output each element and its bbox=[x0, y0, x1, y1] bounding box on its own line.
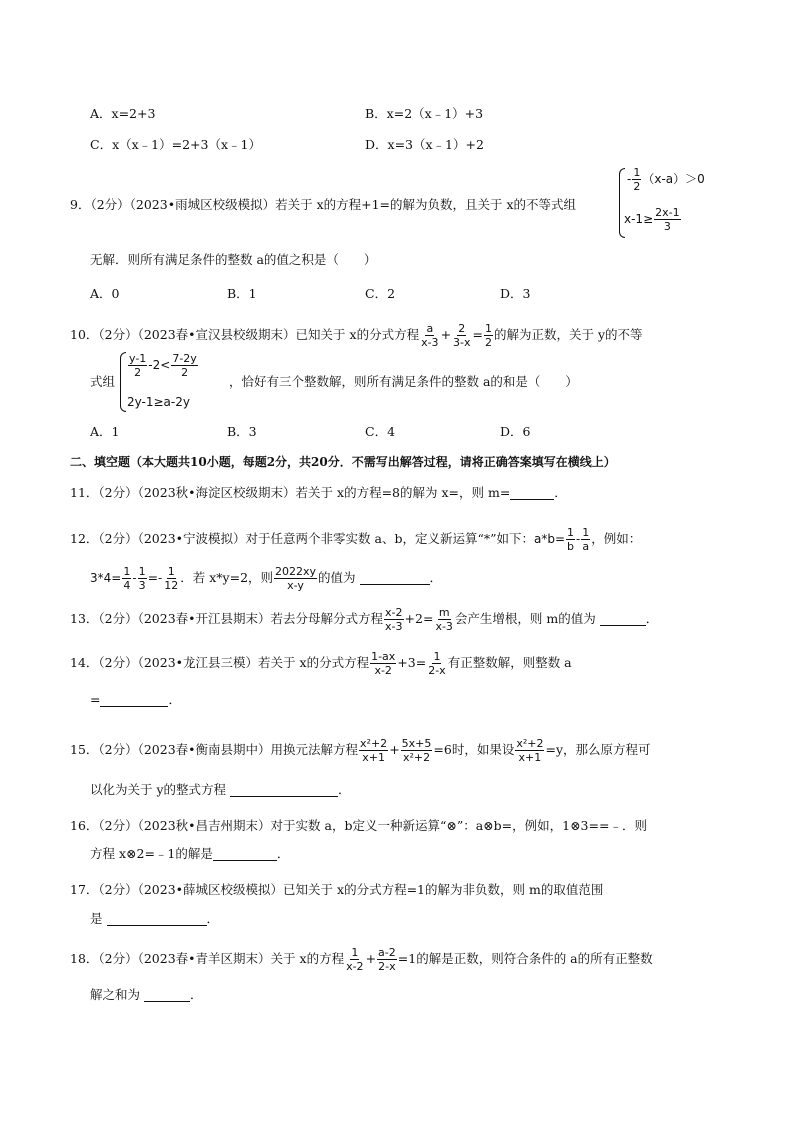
q13-answer-blank[interactable] bbox=[600, 612, 646, 626]
q15: 15．（2分）（2023春•衡南县期中）用换元法解方程 $\frac{\text{x²+2}}{x+1}$ + $\frac{5x+5}{\text{x²+2}}$ =6时，如果设 $\frac{\text{x²+2}}{x+1}$ =y，那么原方程可 bbox=[70, 737, 651, 764]
section-2-heading: 二、填空题（本大题共10小题，每题2分，共20分．不需写出解答过程，请将正确答案填写在横线上） bbox=[70, 455, 616, 469]
q10-stem: 10．（2分）（2023春•宣汉县校级期末）已知关于 x的分式方程 $\frac{a}{x-3}$ + $\frac{2}{3-x}$ = $\frac{1}{2}$ 的解为正数，关于 y的不等 bbox=[70, 322, 643, 349]
q10-inequality-2: 2y-1≥a-2y bbox=[127, 395, 190, 409]
q15-cont: 以化为关于 y的整式方程 ． bbox=[90, 782, 351, 797]
q9-option-b: B．1 bbox=[227, 286, 257, 301]
q18-answer-blank[interactable] bbox=[144, 988, 190, 1002]
q8-option-c: C．x（x﹣1）=2+3（x﹣1） bbox=[90, 137, 261, 152]
q10-option-d: D．6 bbox=[500, 424, 531, 439]
q10-inequality-1: $\frac{y-1}{2}$ -2< $\frac{7-2y}{2}$ bbox=[129, 352, 197, 379]
q18: 18．（2分）（2023春•青羊区期末）关于 x的方程 $\frac{1}{x-2}$ + $\frac{a-2}{2-x}$ =1的解是正数，则符合条件的 a的所有正整数 bbox=[70, 946, 653, 973]
q9-stem: 9．（2分）（2023•雨城区校级模拟）若关于 x的方程+1=的解为负数，且关于 x的不等式组 bbox=[70, 197, 577, 212]
q14-answer-blank[interactable] bbox=[100, 693, 168, 707]
q10-cont-post: ，恰好有三个整数解，则所有满足条件的整数 a的和是（ ） bbox=[229, 374, 578, 389]
q10-cont-pre: 式组 bbox=[90, 374, 116, 389]
q11: 11．（2分）（2023秋•海淀区校级期末）若关于 x的方程=8的解为 x=，则 m= ． bbox=[70, 485, 567, 500]
q16-cont: 方程 x⊗2=﹣1的解是 ． bbox=[90, 846, 290, 861]
q11-answer-blank[interactable] bbox=[510, 486, 554, 500]
q14: 14．（2分）（2023•龙江县三模）若关于 x的分式方程 $\frac{1-ax}{x-2}$ +3= $\frac{1}{2-x}$ 有正整数解，则整数 a bbox=[70, 650, 572, 677]
q10-option-b: B．3 bbox=[227, 424, 257, 439]
q8-option-d: D．x=3（x﹣1）+2 bbox=[365, 137, 484, 152]
q13: 13．（2分）（2023春•开江县期末）若去分母解分式方程 $\frac{x-2}{x-3}$ +2= $\frac{m}{x-3}$ 会产生增根，则 m的值为 ． bbox=[70, 606, 659, 633]
q15-answer-blank[interactable] bbox=[230, 783, 338, 797]
q12-cont: 3*4= $\frac{1}{4}$ - $\frac{1}{3}$ =- $\frac{1}{12}$ ．若 x*y=2，则 $\frac{2022xy}{x-y}$ 的值为 ． bbox=[90, 565, 443, 592]
q17: 17．（2分）（2023•薛城区校级模拟）已知关于 x的分式方程=1的解为非负数，则 m的取值范围 bbox=[70, 882, 604, 897]
q17-cont: 是 ． bbox=[90, 911, 220, 926]
q17-answer-blank[interactable] bbox=[107, 912, 207, 926]
q9-option-a: A．0 bbox=[90, 286, 120, 301]
q16-answer-blank[interactable] bbox=[213, 847, 277, 861]
q18-cont: 解之和为 ． bbox=[90, 987, 203, 1002]
q10-option-c: C．4 bbox=[365, 424, 396, 439]
q9-continuation: 无解．则所有满足条件的整数 a的值之积是（ ） bbox=[90, 252, 377, 267]
q9-inequality-2: x-1≥ $\frac{2x-1}{3}$ bbox=[624, 206, 680, 233]
q12-answer-blank[interactable] bbox=[360, 571, 430, 585]
q9-inequality-1: - $\frac{1}{2}$ （x-a）＞0 bbox=[627, 166, 705, 193]
q8-option-a: A．x=2+3 bbox=[90, 106, 156, 121]
q8-option-b: B．x=2（x﹣1）+3 bbox=[365, 106, 484, 121]
q10-option-a: A．1 bbox=[90, 424, 120, 439]
q14-cont: = ． bbox=[90, 692, 181, 707]
q16: 16．（2分）（2023秋•昌吉州期末）对于实数 a，b定义一种新运算“⊗”：a⊗b=，例如，1⊗3==﹣．则 bbox=[70, 818, 647, 833]
q12-stem: 12．（2分）（2023•宁波模拟）对于任意两个非零实数 a、b，定义新运算“*”如下：a*b= $\frac{1}{b}$ - $\frac{1}{a}$ ，例如： bbox=[70, 526, 642, 553]
q10-brace bbox=[120, 352, 126, 412]
q9-option-d: D．3 bbox=[500, 286, 531, 301]
q9-option-c: C．2 bbox=[365, 286, 396, 301]
